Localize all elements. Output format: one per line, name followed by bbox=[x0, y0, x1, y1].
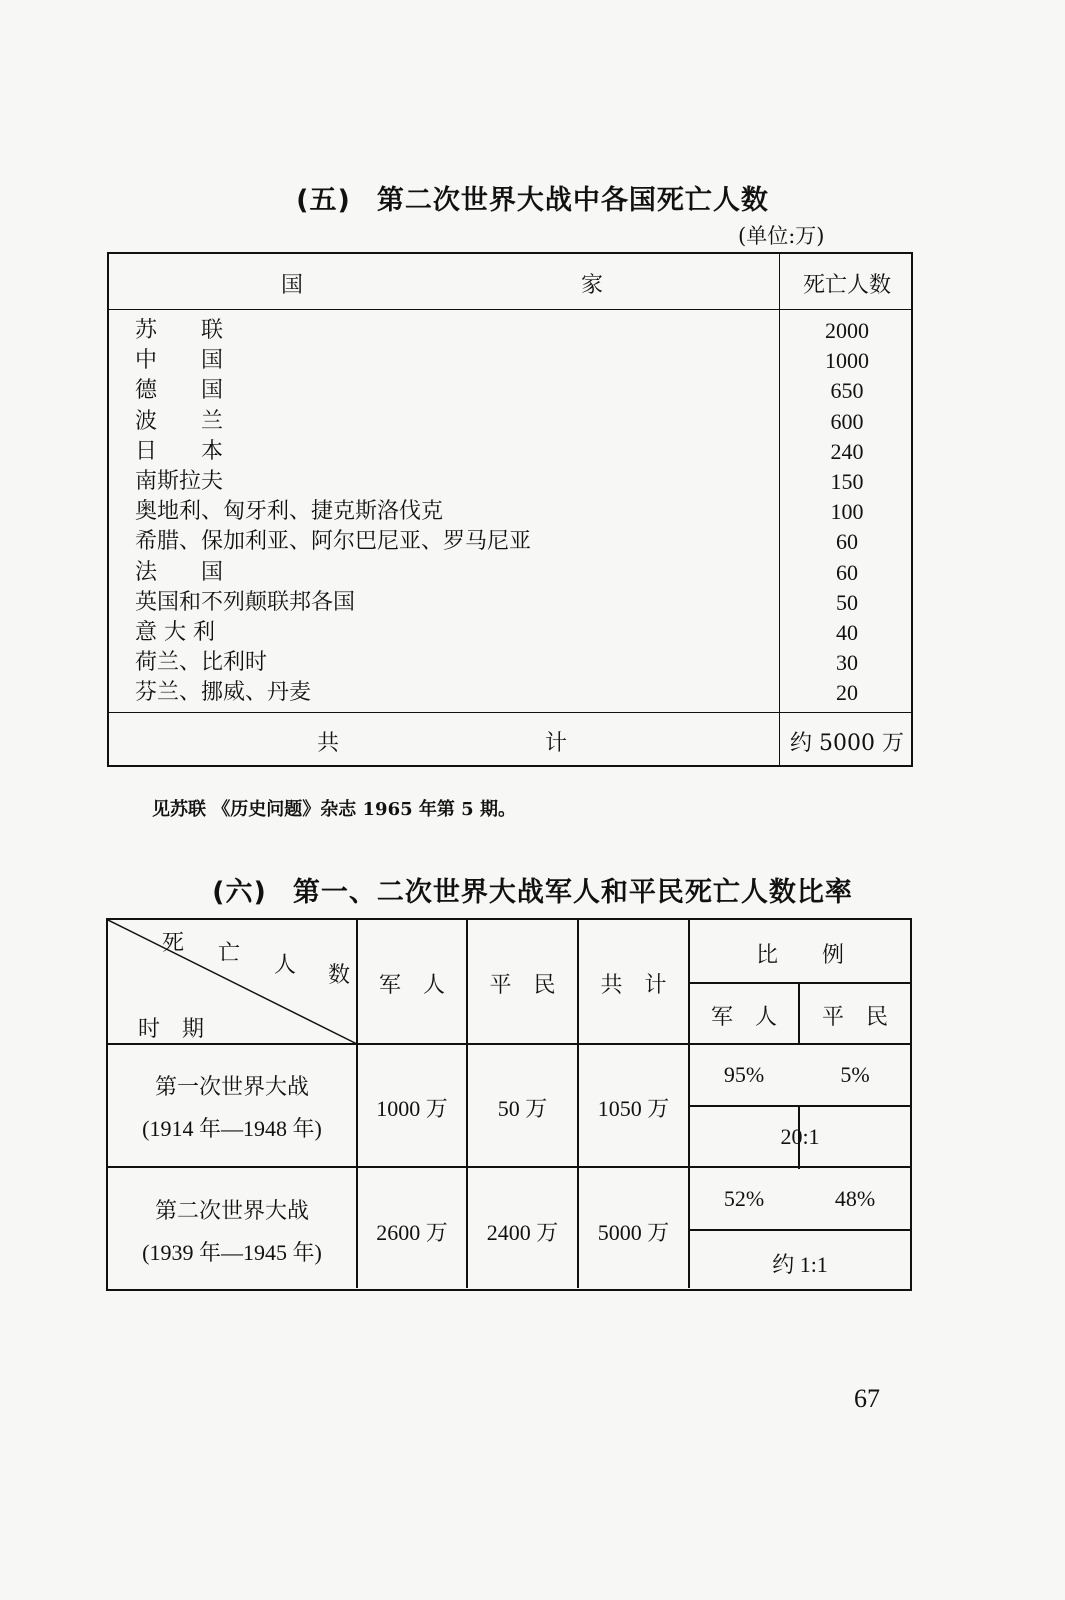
country-cell: 奥地利、匈牙利、捷克斯洛伐克 bbox=[135, 499, 444, 525]
row2-pct-civilians: 48% bbox=[834, 1186, 876, 1211]
source-note: 见苏联 《历史问题》杂志 1965 年第 5 期。 bbox=[152, 799, 516, 820]
table5-number: (五) bbox=[296, 185, 351, 216]
header-soldiers: 军 人 bbox=[378, 973, 445, 998]
table5-unit: (单位:万) bbox=[738, 224, 825, 248]
row1-total: 1050 万 bbox=[597, 1096, 670, 1121]
table-row bbox=[109, 618, 911, 648]
country-cell: 希腊、保加利亚、阿尔巴尼亚、罗马尼亚 bbox=[135, 529, 532, 555]
country-cell: 芬兰、挪威、丹麦 bbox=[135, 680, 312, 706]
table-row bbox=[109, 316, 911, 346]
row1-civilians: 50 万 bbox=[497, 1096, 548, 1121]
deaths-cell: 50 bbox=[836, 589, 858, 615]
deaths-cell: 650 bbox=[830, 378, 864, 404]
table5-rows bbox=[109, 316, 911, 708]
table-row bbox=[109, 346, 911, 376]
row2-soldiers: 2600 万 bbox=[376, 1220, 448, 1245]
page-number: 67 bbox=[854, 1384, 880, 1413]
deaths-cell: 150 bbox=[830, 468, 864, 494]
country-cell: 苏 联 bbox=[135, 318, 224, 343]
header-country-1: 国 bbox=[281, 273, 304, 298]
table-row bbox=[109, 407, 911, 437]
country-cell: 南斯拉夫 bbox=[135, 468, 224, 494]
header-ratio: 比 例 bbox=[755, 943, 844, 968]
table-row bbox=[109, 467, 911, 497]
total-value: 约 5000 万 bbox=[790, 731, 904, 756]
corner-char-1: 死 bbox=[162, 931, 185, 956]
table6-number: (六) bbox=[212, 877, 267, 908]
country-cell: 意 大 利 bbox=[135, 619, 215, 645]
country-cell: 波 兰 bbox=[135, 408, 224, 434]
corner-char-2: 亡 bbox=[218, 941, 241, 966]
deaths-cell: 1000 bbox=[825, 348, 869, 374]
table-row bbox=[109, 497, 911, 527]
row1-years: (1914 年—1948 年) bbox=[142, 1116, 322, 1141]
country-cell: 日 本 bbox=[135, 438, 224, 464]
row1-pct-civilians: 5% bbox=[840, 1062, 870, 1087]
row2-total: 5000 万 bbox=[597, 1220, 670, 1245]
table-row bbox=[109, 437, 911, 467]
row2-years: (1939 年—1945 年) bbox=[142, 1240, 322, 1265]
deaths-cell: 60 bbox=[836, 529, 858, 555]
total-label-2: 计 bbox=[545, 731, 568, 756]
header-civilians: 平 民 bbox=[489, 973, 556, 998]
country-cell: 英国和不列颠联邦各国 bbox=[135, 589, 356, 615]
table-row bbox=[109, 648, 911, 678]
row1-ratio: 20:1 bbox=[780, 1124, 820, 1149]
row2-pct-soldiers: 52% bbox=[723, 1186, 765, 1211]
corner-char-4: 数 bbox=[328, 963, 351, 988]
table-row bbox=[109, 527, 911, 557]
deaths-cell: 240 bbox=[830, 438, 864, 464]
subheader-soldiers: 军 人 bbox=[710, 1005, 777, 1030]
row2-civilians: 2400 万 bbox=[486, 1220, 559, 1245]
row2-period: 第二次世界大战 bbox=[154, 1199, 309, 1224]
deaths-cell: 100 bbox=[830, 499, 864, 525]
table-row bbox=[109, 588, 911, 618]
subheader-civilians: 平 民 bbox=[821, 1005, 888, 1030]
deaths-cell: 20 bbox=[836, 680, 858, 706]
deaths-cell: 2000 bbox=[825, 318, 869, 343]
deaths-cell: 60 bbox=[836, 559, 858, 585]
table6-title: 第一、二次世界大战军人和平民死亡人数比率 bbox=[292, 877, 853, 908]
corner-char-3: 人 bbox=[274, 953, 297, 978]
header-deaths: 死亡人数 bbox=[802, 273, 891, 298]
corner-period-label: 时 期 bbox=[138, 1017, 205, 1042]
row2-ratio: 约 1:1 bbox=[772, 1252, 828, 1277]
header-total: 共 计 bbox=[600, 973, 667, 998]
row1-soldiers: 1000 万 bbox=[376, 1096, 448, 1121]
country-cell: 德 国 bbox=[135, 378, 224, 404]
deaths-cell: 40 bbox=[836, 619, 858, 645]
row1-pct-soldiers: 95% bbox=[723, 1062, 765, 1087]
country-cell: 中 国 bbox=[135, 348, 224, 374]
deaths-cell: 600 bbox=[830, 408, 864, 434]
table6-ratio-table bbox=[106, 918, 912, 1291]
total-label-1: 共 bbox=[317, 731, 340, 756]
table5-deaths-by-country bbox=[107, 252, 913, 767]
header-country-2: 家 bbox=[581, 273, 604, 298]
deaths-cell: 30 bbox=[836, 650, 858, 676]
table-row bbox=[109, 678, 911, 708]
table-row bbox=[109, 558, 911, 588]
country-cell: 荷兰、比利时 bbox=[135, 650, 268, 676]
table-row bbox=[109, 376, 911, 406]
table5-title: 第二次世界大战中各国死亡人数 bbox=[376, 185, 769, 216]
table5-heading bbox=[0, 178, 1065, 217]
row1-period: 第一次世界大战 bbox=[154, 1075, 309, 1100]
country-cell: 法 国 bbox=[135, 559, 224, 585]
table6-heading bbox=[0, 870, 1065, 909]
